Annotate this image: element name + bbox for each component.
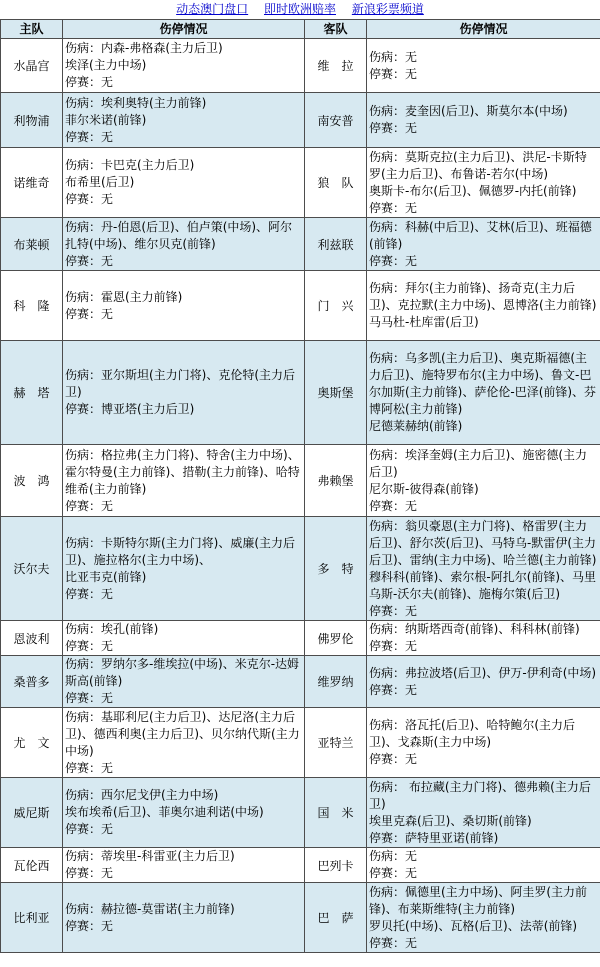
injury-line: 停赛：无 bbox=[369, 253, 418, 268]
home-team: 沃尔夫 bbox=[1, 517, 63, 621]
injury-line: 伤病：赫拉德-莫雷诺(主力前锋) bbox=[65, 901, 235, 916]
injury-line: 伤病：纳斯塔西奇(前锋)、科科林(前锋) bbox=[369, 622, 580, 636]
home-injury-info bbox=[63, 271, 305, 341]
table-row bbox=[1, 848, 600, 883]
away-injury-info bbox=[367, 218, 600, 271]
home-team: 比利亚 bbox=[1, 883, 63, 953]
home-team: 诺维奇 bbox=[1, 148, 63, 218]
header-row bbox=[1, 20, 600, 39]
away-team: 维罗纳 bbox=[305, 656, 367, 708]
home-injury-info bbox=[63, 39, 305, 93]
injury-line: 埃里克森(后卫)、桑切斯(前锋) bbox=[369, 813, 532, 828]
away-injury-info bbox=[367, 341, 600, 445]
home-injury-info bbox=[63, 656, 305, 708]
injury-line: 停赛：无 bbox=[65, 918, 114, 933]
injury-line: 伤病：无 bbox=[369, 849, 418, 863]
injury-line: 停赛：无 bbox=[369, 603, 418, 618]
table-row bbox=[1, 778, 600, 848]
home-injury-info bbox=[63, 148, 305, 218]
header-home: 主队 bbox=[1, 20, 63, 39]
away-injury-info bbox=[367, 445, 600, 517]
injury-line: 埃泽(主力中场) bbox=[65, 58, 147, 72]
away-injury-info bbox=[367, 848, 600, 883]
header-home-info: 伤停情况 bbox=[63, 20, 305, 39]
away-injury-info bbox=[367, 148, 600, 218]
away-injury-info bbox=[367, 621, 600, 656]
injury-line: 伤病：科赫(中后卫)、艾林(后卫)、班福德(前锋) bbox=[369, 219, 592, 251]
home-team: 瓦伦西 bbox=[1, 848, 63, 883]
away-injury-info bbox=[367, 93, 600, 148]
away-injury-info bbox=[367, 271, 600, 341]
injury-line: 马马杜-杜库雷(后卫) bbox=[369, 315, 479, 329]
injury-line: 罗贝托(中场)、瓦格(后卫)、法蒂(前锋) bbox=[369, 918, 578, 933]
link-lottery-channel[interactable]: 新浪彩票频道 bbox=[351, 2, 424, 16]
home-injury-info bbox=[63, 621, 305, 656]
home-injury-info bbox=[63, 517, 305, 621]
injury-line: 伤病：埃泽奎姆(主力后卫)、施密德(主力后卫) bbox=[369, 447, 588, 479]
home-team: 利物浦 bbox=[1, 93, 63, 148]
injury-line: 伤病：亚尔斯坦(主力门将)、克伦特(主力后卫) bbox=[65, 368, 296, 399]
away-team: 维 拉 bbox=[305, 39, 367, 93]
home-team: 波 鸿 bbox=[1, 445, 63, 517]
injury-line: 停赛：无 bbox=[369, 498, 418, 513]
injury-line: 奥斯卡-布尔(后卫)、佩德罗-内托(前锋) bbox=[369, 183, 577, 198]
injury-line: 停赛：无 bbox=[65, 586, 114, 601]
away-team: 佛罗伦 bbox=[305, 621, 367, 656]
home-injury-info bbox=[63, 341, 305, 445]
injury-line: 停赛：无 bbox=[65, 253, 114, 268]
injury-line: 菲尔米诺(前锋) bbox=[65, 112, 147, 127]
injury-line: 伤病：罗纳尔多-维埃拉(中场)、米克尔-达姆斯高(前锋) bbox=[65, 657, 300, 688]
injury-line: 停赛：无 bbox=[369, 66, 418, 81]
injury-line: 尼尔斯-彼得森(前锋) bbox=[369, 481, 479, 496]
injury-line: 停赛：无 bbox=[369, 200, 418, 215]
injury-line: 伤病：霍恩(主力前锋) bbox=[65, 289, 183, 304]
away-injury-info bbox=[367, 517, 600, 621]
injury-line: 埃布埃希(后卫)、菲奥尔迪利诺(中场) bbox=[65, 805, 264, 819]
away-team: 门 兴 bbox=[305, 271, 367, 341]
top-links-bar bbox=[0, 0, 600, 19]
injury-line: 伤病：卡斯特尔斯(主力门将)、威廉(主力后卫)、施拉格尔(主力中场)、 bbox=[65, 535, 296, 567]
injury-line: 停赛：无 bbox=[65, 75, 114, 89]
away-team: 多 特 bbox=[305, 517, 367, 621]
injury-line: 停赛：萨特里亚诺(前锋) bbox=[369, 830, 499, 845]
home-injury-info bbox=[63, 708, 305, 778]
home-team: 恩波利 bbox=[1, 621, 63, 656]
injury-line: 停赛：无 bbox=[65, 822, 114, 836]
injury-line: 伤病：埃利奥特(主力前锋) bbox=[65, 95, 207, 110]
injury-line: 伤病：蒂埃里-科雷亚(主力后卫) bbox=[65, 849, 235, 863]
injury-line: 停赛：博亚塔(主力后卫) bbox=[65, 402, 195, 416]
link-europe-odds[interactable]: 即时欧洲赔率 bbox=[263, 2, 336, 16]
injury-line: 伤病：基耶利尼(主力后卫)、达尼洛(主力后卫)、德西利奥(主力后卫)、贝尔纳代斯(主力中场) bbox=[65, 709, 300, 758]
table-row bbox=[1, 445, 600, 517]
home-team: 尤 文 bbox=[1, 708, 63, 778]
away-team: 巴列卡 bbox=[305, 848, 367, 883]
away-injury-info bbox=[367, 883, 600, 953]
away-injury-info bbox=[367, 656, 600, 708]
away-team: 国 米 bbox=[305, 778, 367, 848]
injury-line: 停赛：无 bbox=[369, 682, 418, 697]
home-team: 科 隆 bbox=[1, 271, 63, 341]
injury-line: 停赛：无 bbox=[369, 935, 418, 950]
injury-line: 伤病：卡巴克(主力后卫) bbox=[65, 158, 195, 172]
home-injury-info bbox=[63, 883, 305, 953]
away-team: 亚特兰 bbox=[305, 708, 367, 778]
injury-line: 停赛：无 bbox=[65, 866, 114, 880]
table-row bbox=[1, 708, 600, 778]
injury-line: 伤病：格拉弗(主力门将)、特舍(主力中场)、霍尔特曼(主力前锋)、措勒(主力前锋)、哈特维希(主力前锋) bbox=[65, 447, 300, 496]
home-team: 赫 塔 bbox=[1, 341, 63, 445]
injury-line: 伤病：洛瓦托(后卫)、哈特鲍尔(主力后卫)、戈森斯(主力中场) bbox=[369, 718, 576, 749]
home-team: 桑普多 bbox=[1, 656, 63, 708]
header-away-info: 伤停情况 bbox=[367, 20, 600, 39]
injury-line: 伤病：拜尔(主力前锋)、扬奇克(主力后卫)、克拉默(主力中场)、恩博洛(主力前锋) bbox=[369, 281, 597, 312]
injury-line: 伤病：弗拉波塔(后卫)、伊万-伊利奇(中场) bbox=[369, 665, 597, 680]
away-injury-info bbox=[367, 778, 600, 848]
home-team: 布莱顿 bbox=[1, 218, 63, 271]
injury-line: 停赛：无 bbox=[65, 192, 114, 206]
home-injury-info bbox=[63, 93, 305, 148]
injury-line: 伤病：翁贝豪恩(主力门将)、格雷罗(主力后卫)、舒尔茨(后卫)、马特乌-默雷伊(主力后卫)、雷纳(主力中场)、哈兰德(主力前锋) bbox=[369, 518, 597, 567]
injury-line: 伤病：内森-弗格森(主力后卫) bbox=[65, 41, 223, 55]
injury-line: 尼德莱赫纳(前锋) bbox=[369, 419, 463, 433]
home-injury-info bbox=[63, 445, 305, 517]
injury-line: 停赛：无 bbox=[65, 498, 114, 513]
table-row bbox=[1, 93, 600, 148]
injury-line: 停赛：无 bbox=[369, 121, 418, 135]
table-row bbox=[1, 271, 600, 341]
injury-line: 伤病：莫斯克拉(主力后卫)、洪尼-卡斯特罗(主力后卫)、布鲁诺-若尔(中场) bbox=[369, 149, 587, 181]
table-row bbox=[1, 341, 600, 445]
home-injury-info bbox=[63, 218, 305, 271]
injury-line: 比亚韦克(前锋) bbox=[65, 569, 147, 584]
injury-line: 伤病：埃孔(前锋) bbox=[65, 622, 159, 636]
table-row bbox=[1, 39, 600, 93]
injury-line: 伤病：乌多凯(主力后卫)、奥克斯福德(主力后卫)、施特罗布尔(主力中场)、鲁文-巴尔加斯(主力前锋)、萨伦伦-巴泽(前锋)、芬博阿松(主力前锋) bbox=[369, 351, 597, 416]
table-row bbox=[1, 621, 600, 656]
table-row bbox=[1, 148, 600, 218]
home-team: 水晶宫 bbox=[1, 39, 63, 93]
table-body bbox=[1, 39, 600, 953]
injury-line: 停赛：无 bbox=[65, 691, 114, 705]
away-team: 南安普 bbox=[305, 93, 367, 148]
injury-line: 停赛：无 bbox=[369, 866, 418, 880]
table-row bbox=[1, 517, 600, 621]
home-injury-info bbox=[63, 848, 305, 883]
injury-line: 穆科科(前锋)、索尔根-阿扎尔(前锋)、马里乌斯-沃尔夫(前锋)、施梅尔策(后卫) bbox=[369, 569, 597, 601]
away-team: 奥斯堡 bbox=[305, 341, 367, 445]
injury-line: 停赛：无 bbox=[369, 639, 418, 653]
link-macau-odds[interactable]: 动态澳门盘口 bbox=[176, 2, 249, 16]
injury-line: 伤病：佩德里(主力中场)、阿圭罗(主力前锋)、布莱斯维特(主力前锋) bbox=[369, 884, 588, 916]
table-row bbox=[1, 656, 600, 708]
injury-line: 停赛：无 bbox=[65, 306, 114, 321]
injury-line: 伤病：无 bbox=[369, 49, 418, 64]
home-injury-info bbox=[63, 778, 305, 848]
table-row bbox=[1, 218, 600, 271]
header-away: 客队 bbox=[305, 20, 367, 39]
injury-line: 停赛：无 bbox=[65, 639, 114, 653]
injury-line: 停赛：无 bbox=[65, 129, 114, 144]
away-team: 狼 队 bbox=[305, 148, 367, 218]
away-injury-info bbox=[367, 39, 600, 93]
table-row bbox=[1, 883, 600, 953]
away-injury-info bbox=[367, 708, 600, 778]
injury-table bbox=[0, 19, 600, 953]
away-team: 巴 萨 bbox=[305, 883, 367, 953]
injury-line: 伤病：丹-伯恩(后卫)、伯卢策(中场)、阿尔扎特(中场)、维尔贝克(前锋) bbox=[65, 219, 293, 251]
injury-line: 停赛：无 bbox=[369, 752, 418, 766]
injury-line: 布希里(后卫) bbox=[65, 175, 135, 189]
injury-line: 伤病： 布拉藏(主力门将)、德弗赖(主力后卫) bbox=[369, 779, 591, 811]
injury-line: 停赛：无 bbox=[65, 760, 114, 775]
away-team: 弗赖堡 bbox=[305, 445, 367, 517]
away-team: 利兹联 bbox=[305, 218, 367, 271]
home-team: 威尼斯 bbox=[1, 778, 63, 848]
injury-line: 伤病：麦奎因(后卫)、斯莫尔本(中场) bbox=[369, 104, 568, 118]
injury-line: 伤病：西尔尼戈伊(主力中场) bbox=[65, 788, 219, 802]
